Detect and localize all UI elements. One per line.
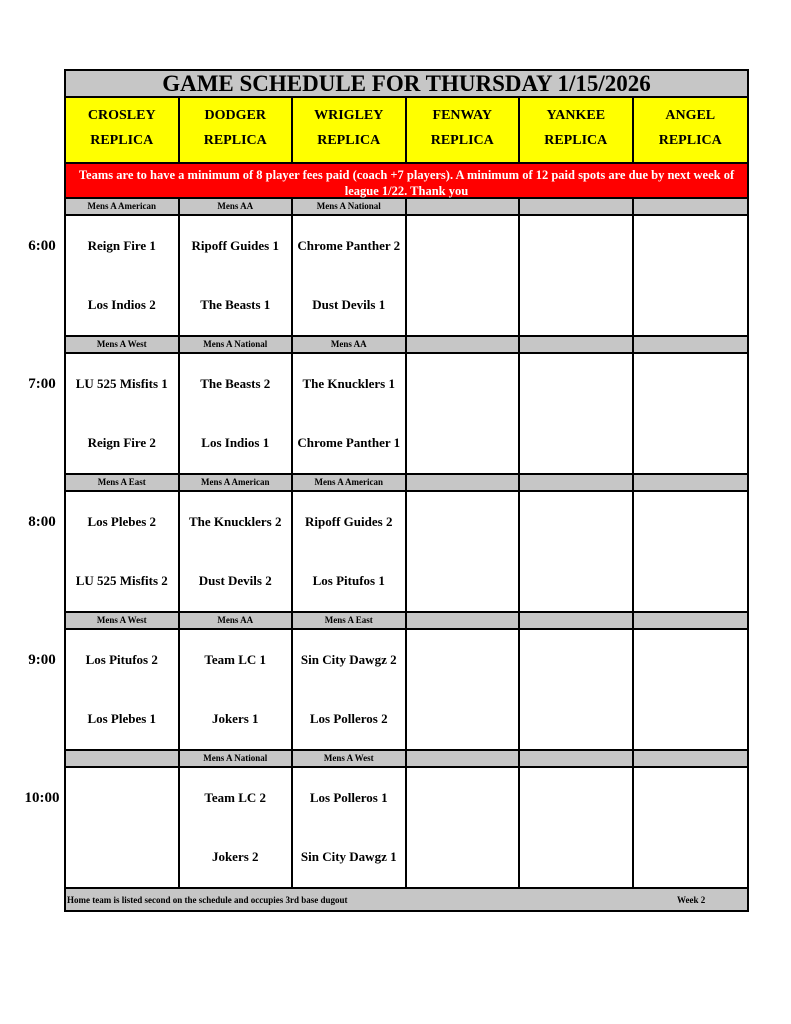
game-cell (520, 216, 634, 335)
division-label: Mens A American (66, 199, 180, 214)
division-label (407, 751, 521, 766)
game-cell (407, 768, 521, 887)
game-cell (634, 216, 748, 335)
game-cell (180, 354, 294, 473)
division-label: Mens AA (180, 199, 294, 214)
division-label (634, 199, 748, 214)
home-team: Los Polleros 2 (309, 711, 388, 726)
home-team: Los Pitufos 1 (312, 573, 385, 588)
time-slot (28, 475, 747, 613)
time-label: 6:00 (28, 238, 56, 254)
game-cell (66, 768, 180, 887)
game-cell (293, 354, 407, 473)
division-label (520, 613, 634, 628)
division-label: Mens A East (293, 613, 407, 628)
away-team: Reign Fire 1 (87, 238, 156, 253)
division-label: Mens A American (293, 475, 407, 490)
division-row (66, 337, 747, 354)
field-name: CROSLEY (87, 108, 156, 123)
home-team: Chrome Panther 1 (297, 435, 401, 450)
division-label (520, 337, 634, 352)
field-header-dodger (180, 98, 294, 162)
away-team: Los Plebes 2 (87, 514, 157, 529)
game-cell (407, 492, 521, 611)
home-team: Jokers 1 (211, 711, 259, 726)
time-label: 10:00 (24, 790, 60, 806)
field-subtitle: REPLICA (90, 133, 154, 148)
division-label: Mens A West (66, 613, 180, 628)
division-label (66, 751, 180, 766)
game-cell (520, 492, 634, 611)
division-row (66, 613, 747, 630)
division-label (634, 475, 748, 490)
division-label (407, 199, 521, 214)
home-team: Sin City Dawgz 1 (300, 849, 397, 864)
division-label: Mens A National (293, 199, 407, 214)
away-team: Ripoff Guides 1 (191, 238, 279, 253)
game-cell (634, 768, 748, 887)
game-cell (180, 216, 294, 335)
division-label (634, 751, 748, 766)
division-label (407, 613, 521, 628)
division-label: Mens A National (180, 337, 294, 352)
game-cell (66, 630, 180, 749)
division-label: Mens AA (180, 613, 294, 628)
division-row (66, 475, 747, 492)
field-header-angel (634, 98, 748, 162)
division-label (634, 337, 748, 352)
home-team: The Beasts 1 (200, 297, 271, 312)
game-cell (293, 630, 407, 749)
away-team: Chrome Panther 2 (297, 238, 401, 253)
game-cell (634, 492, 748, 611)
division-row (66, 751, 747, 768)
field-header-yankee (520, 98, 634, 162)
home-team-note: Home team is listed second on the schedule and occupies 3rd base dugout (67, 895, 348, 905)
game-cell (180, 492, 294, 611)
game-cell (407, 630, 521, 749)
game-cell (407, 354, 521, 473)
away-team: Ripoff Guides 2 (305, 514, 393, 529)
time-slot (28, 199, 747, 337)
field-name: ANGEL (665, 108, 716, 123)
time-slot (28, 337, 747, 475)
field-subtitle: REPLICA (658, 133, 722, 148)
division-label: Mens AA (293, 337, 407, 352)
field-header-fenway (407, 98, 521, 162)
division-label (520, 751, 634, 766)
division-row (66, 199, 747, 216)
game-cell (293, 216, 407, 335)
field-name: YANKEE (546, 108, 606, 123)
home-team: Dust Devils 1 (312, 297, 386, 312)
home-team: LU 525 Misfits 2 (75, 573, 168, 588)
home-team: Dust Devils 2 (198, 573, 272, 588)
division-label (520, 475, 634, 490)
division-label: Mens A American (180, 475, 294, 490)
game-cell (520, 354, 634, 473)
field-header-crosley (66, 98, 180, 162)
game-cell (66, 492, 180, 611)
time-label: 9:00 (28, 652, 56, 668)
page-title: GAME SCHEDULE FOR THURSDAY 1/15/2026 (66, 71, 747, 98)
field-subtitle: REPLICA (430, 133, 494, 148)
away-team: Los Polleros 1 (309, 790, 388, 805)
home-team: Los Indios 1 (201, 435, 270, 450)
game-cell (520, 630, 634, 749)
division-label: Mens A West (66, 337, 180, 352)
game-cell (407, 216, 521, 335)
division-label (407, 475, 521, 490)
away-team: The Knucklers 2 (189, 514, 282, 529)
away-team: Team LC 1 (204, 652, 267, 667)
time-label: 7:00 (28, 376, 56, 392)
game-cell (293, 768, 407, 887)
game-cell (66, 216, 180, 335)
division-label (407, 337, 521, 352)
field-name: WRIGLEY (314, 108, 384, 123)
away-team: Los Pitufos 2 (85, 652, 158, 667)
field-header-wrigley (293, 98, 407, 162)
field-subtitle: REPLICA (544, 133, 608, 148)
away-team: LU 525 Misfits 1 (75, 376, 168, 391)
field-name: FENWAY (432, 108, 492, 123)
time-slot (28, 613, 747, 751)
game-cell (634, 630, 748, 749)
game-cell (520, 768, 634, 887)
home-team: Jokers 2 (211, 849, 259, 864)
away-team: The Beasts 2 (200, 376, 271, 391)
field-name: DODGER (204, 108, 266, 123)
away-team: Sin City Dawgz 2 (300, 652, 397, 667)
time-slot (24, 751, 747, 889)
time-label: 8:00 (28, 514, 56, 530)
game-row (66, 354, 747, 475)
division-label (520, 199, 634, 214)
division-label: Mens A East (66, 475, 180, 490)
division-label: Mens A West (293, 751, 407, 766)
game-cell (634, 354, 748, 473)
game-row (66, 768, 747, 889)
division-label: Mens A National (180, 751, 294, 766)
game-cell (180, 630, 294, 749)
game-row (66, 216, 747, 337)
schedule-sheet (24, 69, 749, 912)
game-cell (66, 354, 180, 473)
field-subtitle: REPLICA (203, 133, 267, 148)
away-team: The Knucklers 1 (302, 376, 395, 391)
home-team: Los Indios 2 (87, 297, 156, 312)
fee-notice: Teams are to have a minimum of 8 player fees paid (coach +7 players). A minimum of 12 paid spots are due by next week of league 1/22. Thank you (66, 164, 747, 199)
home-team: Reign Fire 2 (87, 435, 156, 450)
game-cell (180, 768, 294, 887)
game-row (66, 630, 747, 751)
schedule-footer (66, 889, 747, 910)
game-cell (293, 492, 407, 611)
time-slots (24, 199, 747, 889)
field-subtitle: REPLICA (317, 133, 381, 148)
home-team: Los Plebes 1 (87, 711, 157, 726)
away-team: Team LC 2 (204, 790, 267, 805)
field-header-row (66, 98, 747, 164)
game-row (66, 492, 747, 613)
week-label: Week 2 (677, 895, 706, 905)
division-label (634, 613, 748, 628)
